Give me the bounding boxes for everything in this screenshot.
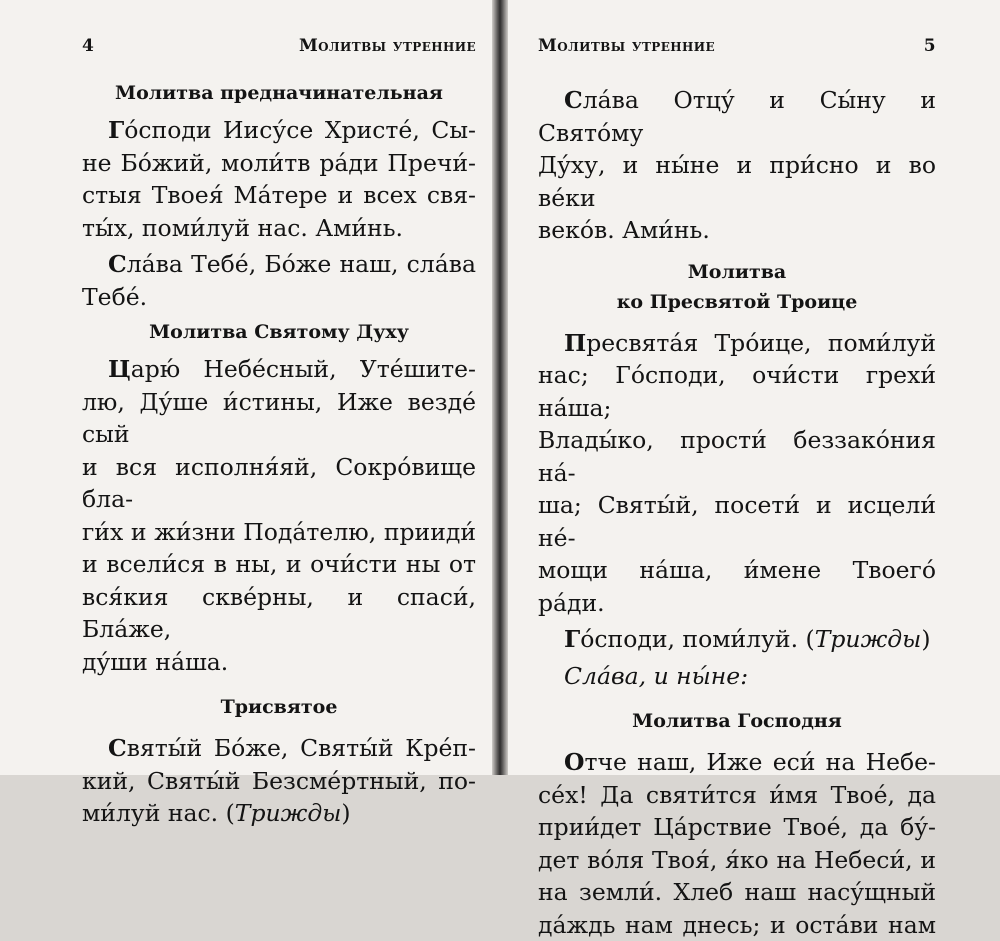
heading-prayer-preliminary: Молитва предначинательная bbox=[115, 82, 443, 104]
rubric-thrice-left: Трижды bbox=[234, 799, 342, 827]
heading-trisagion: Трисвятое bbox=[220, 696, 338, 718]
paragraph-heavenly-king: Царю́ Небе́сный, Уте́шите- лю, Ду́ше и́стины, Иже везде́ сый и вся исполня́яй, Сокро́вище бла- ги́х и жи́зни Пода́телю, прииди́ и всели́ся в ны, и очи́сти ны от вся́кия скве́рны, и спаси́, Бла́же, ду́ши на́ша. bbox=[82, 355, 476, 676]
right-running-title: Молитвы утренние bbox=[538, 36, 716, 56]
rubric-glory-now: Сла́ва, и ны́не: bbox=[564, 661, 749, 690]
left-running-title: Молитвы утренние bbox=[298, 36, 476, 56]
paragraph-jesus-prayer: Го́споди Иису́се Христе́, Сы- не Бо́жий, моли́тв ра́ди Пречи́- стыя Твоея́ Ма́тере и всех свя- ты́х, поми́луй нас. Ами́нь. bbox=[82, 116, 476, 242]
paragraph-most-holy-trinity: Пресвята́я Тро́ице, поми́луй нас; Го́споди, очи́сти грехи́ на́ша; Влады́ко, прости́ беззако́ния на́- ша; Святы́й, посети́ и исцели́ не́- мощи на́ша, и́мене Твоего́ ра́ди. bbox=[538, 328, 936, 617]
heading-prayer-holy-spirit: Молитва Святому Духу bbox=[149, 321, 409, 343]
paragraph-trisagion: Святы́й Бо́же, Святы́й Кре́п- кий, Святы́й Безсме́ртный, по- ми́луй нас. (Трижды) bbox=[82, 734, 476, 827]
heading-prayer-trinity-line1: Молитва bbox=[687, 260, 787, 283]
paragraph-our-father: Отче наш, Иже еси́ на Небе- се́х! Да святи́тся и́мя Твое́, да прии́дет Ца́рствие Твое́, да бу́- дет во́ля Твоя́, я́ко на Небеси́, и на земли́. Хлеб наш насу́щный да́ждь нам днесь; и оста́ви нам bbox=[538, 748, 936, 939]
left-page bbox=[0, 0, 492, 827]
left-page-number: 4 bbox=[82, 36, 95, 56]
paragraph-glory-to-thee: Сла́ва Тебе́, Бо́же наш, сла́ва Тебе́. bbox=[82, 250, 476, 311]
paragraph-lord-have-mercy: Го́споди, поми́луй. (Трижды) bbox=[564, 625, 931, 653]
heading-lords-prayer: Молитва Господня bbox=[632, 710, 842, 732]
right-running-head bbox=[538, 36, 936, 62]
book-gutter bbox=[492, 0, 508, 775]
left-running-head bbox=[82, 36, 476, 62]
right-page bbox=[508, 0, 1000, 939]
paragraph-glory-be: Сла́ва Отцу́ и Сы́ну и Свято́му Ду́ху, и ны́не и при́сно и во ве́ки веко́в. Ами́нь. bbox=[538, 86, 936, 244]
heading-prayer-trinity-line2: ко Пресвятой Троице bbox=[616, 290, 858, 313]
right-page-number: 5 bbox=[923, 36, 936, 56]
rubric-thrice-right: Трижды bbox=[814, 625, 922, 653]
